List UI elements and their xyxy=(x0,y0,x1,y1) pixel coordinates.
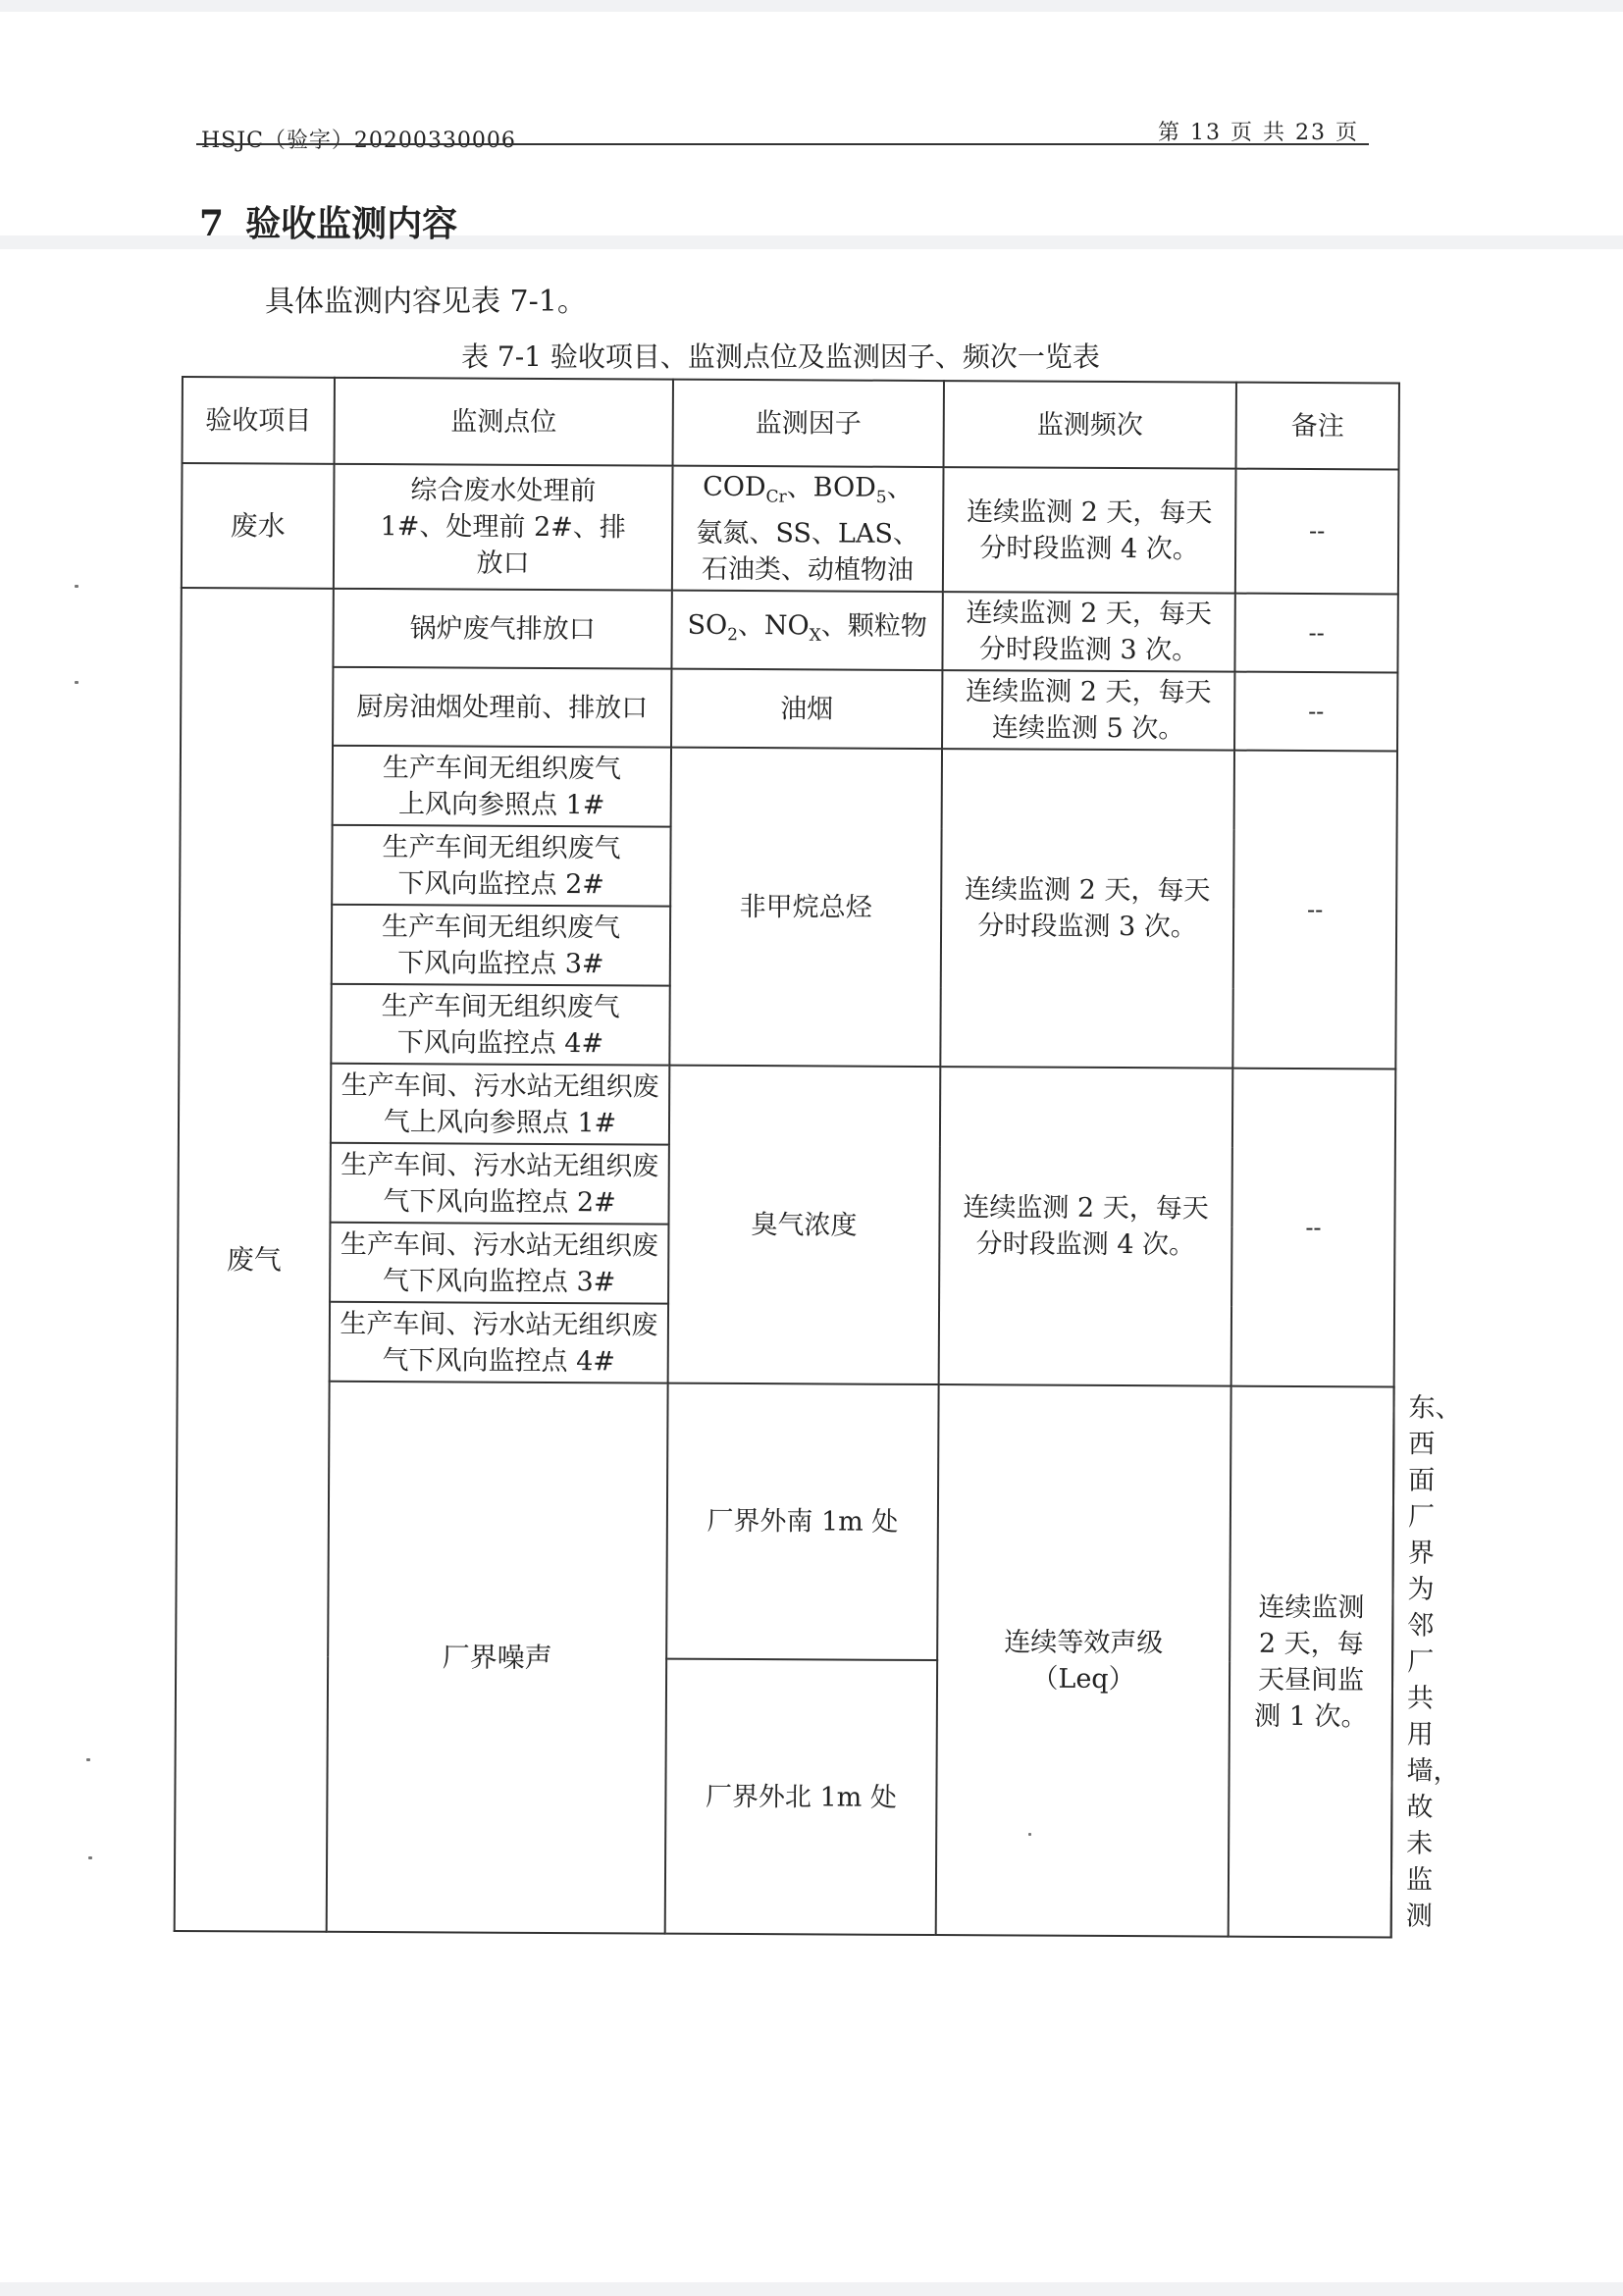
header-cell: 监测点位 xyxy=(335,378,673,466)
factor-cell xyxy=(672,466,944,593)
intro-paragraph: 具体监测内容见表 7-1。 xyxy=(265,285,587,319)
table-row xyxy=(179,1063,1395,1148)
header-cell: 备注 xyxy=(1236,383,1399,470)
scan-speck xyxy=(75,585,79,588)
header-cell: 监测因子 xyxy=(673,380,944,467)
header-cell: 监测频次 xyxy=(944,381,1236,469)
table-header-row xyxy=(183,377,1399,469)
point-cell: 生产车间无组织废气上风向参照点 1# xyxy=(333,746,671,827)
factor-cell xyxy=(671,591,942,670)
table-caption: 表 7-1 验收项目、监测点位及监测因子、频次一览表 xyxy=(461,340,1100,373)
point-cell: 生产车间、污水站无组织废气上风向参照点 1# xyxy=(331,1064,669,1145)
section-heading: 验收监测内容 xyxy=(245,203,458,244)
point-cell: 生产车间、污水站无组织废气下风向监控点 3# xyxy=(330,1223,668,1304)
table-row xyxy=(181,666,1397,751)
frequency-cell: 连续监测 2 天，每天分时段监测 4 次。 xyxy=(943,467,1236,594)
scan-edge-top xyxy=(0,0,1623,12)
report-number: HSJC（验字）20200330006 xyxy=(201,129,516,153)
page-indicator: 第 13 页 共 23 页 xyxy=(1158,121,1359,145)
factor-cell: 连续等效声级（Leq） xyxy=(936,1384,1231,1937)
frequency-cell: 连续监测 2 天，每天分时段监测 3 次。 xyxy=(940,749,1234,1069)
category-cell: 废气 xyxy=(175,588,334,1932)
scan-speck xyxy=(86,1758,90,1761)
frequency-cell: 连续监测 2 天，每天分时段监测 3 次。 xyxy=(942,592,1234,672)
point-cell: 厂界外南 1m 处 xyxy=(666,1383,938,1660)
table-row xyxy=(176,1381,1393,1662)
factor-subscript: 2 xyxy=(727,624,738,646)
frequency-cell: 连续监测 2 天，每天分时段监测 4 次。 xyxy=(939,1067,1233,1386)
remark-cell: -- xyxy=(1235,469,1399,595)
factor-subscript: 5 xyxy=(875,488,887,508)
factor-text: COD xyxy=(703,471,766,503)
point-cell: 厂界外北 1m 处 xyxy=(665,1658,937,1935)
factor-cell: 油烟 xyxy=(671,669,942,749)
remark-cell: -- xyxy=(1234,594,1397,673)
factor-text: 、氨氮、SS、LAS、石油类、动植物油 xyxy=(696,472,919,587)
point-cell: 生产车间无组织废气下风向监控点 3# xyxy=(332,905,670,986)
scan-speck xyxy=(75,681,79,684)
header-cell: 验收项目 xyxy=(183,377,335,464)
table-row xyxy=(181,588,1397,672)
scan-edge-bottom xyxy=(0,2282,1623,2296)
factor-text: 、颗粒物 xyxy=(820,610,927,642)
remark-cell: -- xyxy=(1234,672,1397,752)
factor-cell: 非甲烷总烃 xyxy=(669,748,942,1067)
category-cell: 厂界噪声 xyxy=(327,1382,668,1934)
section-number: 7 xyxy=(199,203,225,244)
factor-text: SO xyxy=(687,609,728,641)
remark-cell: -- xyxy=(1231,1069,1396,1387)
factor-cell: 臭气浓度 xyxy=(668,1066,941,1384)
frequency-cell: 连续监测 2 天，每天昼间监测 1 次。 xyxy=(1229,1386,1394,1938)
factor-text: 、NO xyxy=(737,609,810,642)
point-cell: 厨房油烟处理前、排放口 xyxy=(333,667,671,748)
frequency-cell: 连续监测 2 天，每天连续监测 5 次。 xyxy=(942,670,1234,751)
factor-subscript: Cr xyxy=(765,487,787,507)
factor-subscript: X xyxy=(809,625,821,646)
scan-speck xyxy=(1028,1833,1031,1836)
table-row xyxy=(182,463,1399,595)
monitoring-table xyxy=(174,376,1462,1939)
section-title xyxy=(199,196,457,246)
remark-cell: 东、西面厂界为邻厂共用墙，故未监测 xyxy=(1391,1387,1394,1938)
scan-speck xyxy=(88,1856,92,1859)
point-cell: 生产车间、污水站无组织废气下风向监控点 2# xyxy=(330,1143,668,1225)
point-cell: 生产车间无组织废气下风向监控点 2# xyxy=(332,825,670,907)
header-rule xyxy=(196,143,1369,145)
point-cell: 综合废水处理前 1#、处理前 2#、排放口 xyxy=(334,464,673,591)
point-cell: 生产车间、污水站无组织废气下风向监控点 4# xyxy=(330,1302,668,1383)
remark-cell: -- xyxy=(1232,751,1397,1070)
table-row xyxy=(181,745,1397,830)
point-cell: 锅炉废气排放口 xyxy=(333,589,671,669)
category-cell: 废水 xyxy=(182,463,335,589)
point-cell: 生产车间无组织废气下风向监控点 4# xyxy=(331,984,669,1066)
factor-text: 、BOD xyxy=(786,472,876,503)
